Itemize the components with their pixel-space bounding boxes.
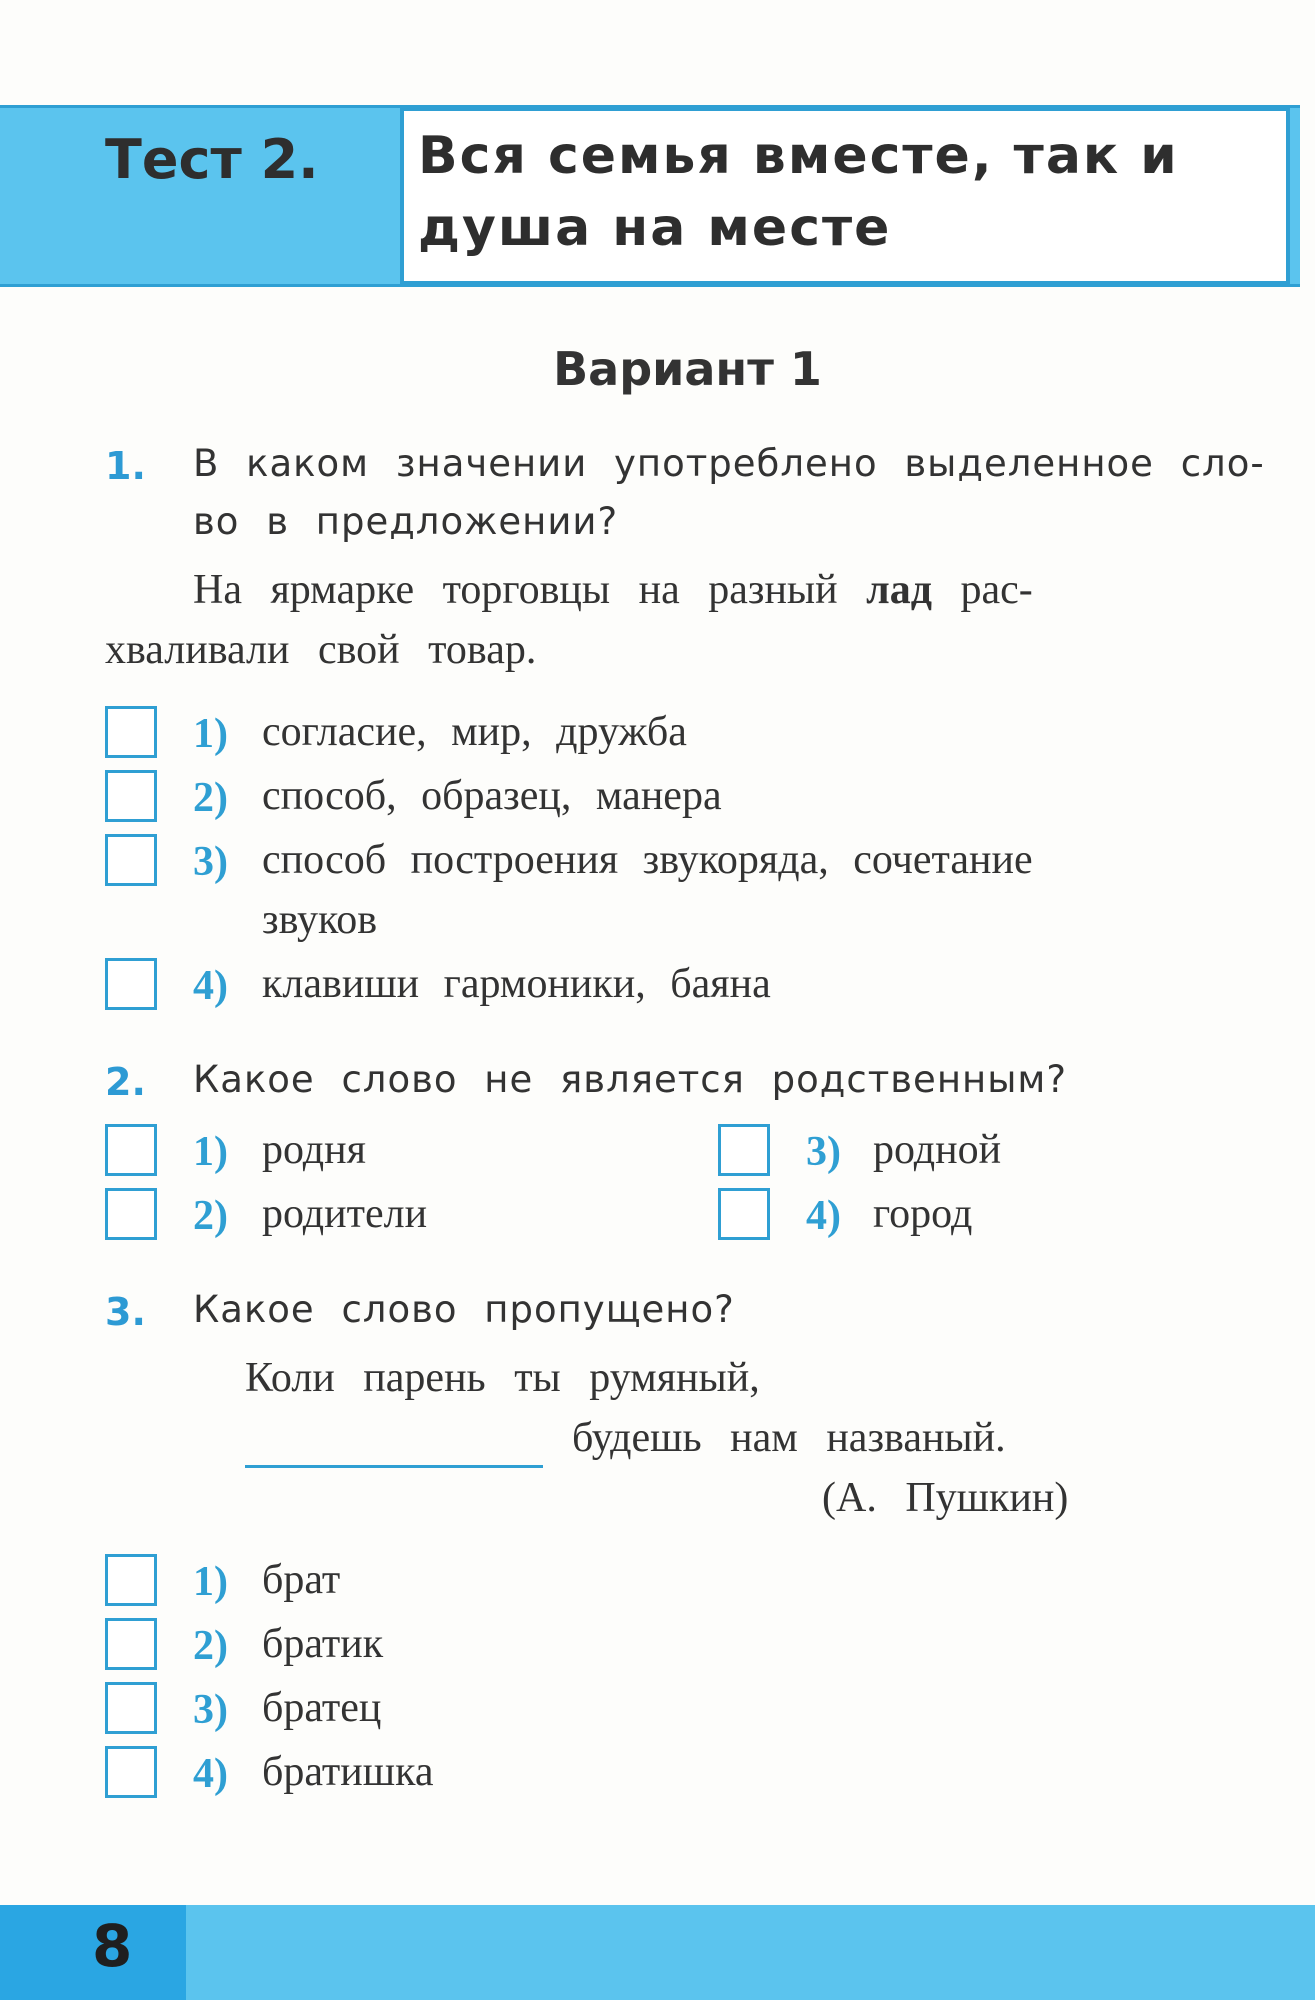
poem-line-2: будешь нам названый. [572,1415,1006,1461]
option-text: клавиши гармоники, баяна [262,961,771,1007]
answer-checkbox-q1-3[interactable] [105,834,157,886]
poem-author: (А. Пушкин) [822,1475,1069,1521]
answer-checkbox-q1-4[interactable] [105,958,157,1010]
option-text: способ, образец, манера [262,773,722,819]
blank-line [245,1465,543,1468]
option-number: 4) [193,1751,228,1797]
question-2-number: 2. [105,1060,146,1104]
sentence-part-pre: На ярмарке торговцы на разный [193,567,838,613]
poem-line-1: Коли парень ты румяный, [245,1355,760,1401]
option-text: братец [262,1685,382,1731]
option-text: родной [873,1127,1002,1173]
option-text: братишка [262,1749,434,1795]
sentence-part-post: рас- [960,567,1033,613]
question-1-number: 1. [105,444,146,488]
question-3-number: 3. [105,1290,146,1334]
option-number: 1) [193,1129,228,1175]
option-number: 2) [193,775,228,821]
option-text-continued: звуков [262,897,378,943]
option-number: 2) [193,1623,228,1669]
test-label: Тест 2. [105,128,319,191]
option-number: 1) [193,1559,228,1605]
answer-checkbox-q3-1[interactable] [105,1554,157,1606]
option-number: 4) [806,1193,841,1239]
answer-checkbox-q2-1[interactable] [105,1124,157,1176]
answer-checkbox-q3-2[interactable] [105,1618,157,1670]
highlighted-word: лад [866,567,932,613]
option-text: брат [262,1557,341,1603]
option-number: 1) [193,711,228,757]
option-text: родители [262,1191,428,1237]
option-number: 4) [193,963,228,1009]
option-text: родня [262,1127,366,1173]
answer-checkbox-q1-2[interactable] [105,770,157,822]
question-3-text: Какое слово пропущено? [193,1288,735,1331]
option-text: согласие, мир, дружба [262,709,687,755]
question-1-text-line-2: во в предложении? [193,500,619,543]
answer-checkbox-q2-4[interactable] [718,1188,770,1240]
option-number: 3) [193,839,228,885]
option-text: город [873,1191,973,1237]
option-text: способ построения звукоряда, сочетание [262,837,1033,883]
option-text: братик [262,1621,384,1667]
page-number: 8 [92,1912,133,1980]
answer-checkbox-q2-3[interactable] [718,1124,770,1176]
answer-checkbox-q3-4[interactable] [105,1746,157,1798]
question-1-text-line-1: В каком значении употреблено выделенное сло- [193,442,1265,485]
option-number: 2) [193,1193,228,1239]
answer-checkbox-q2-2[interactable] [105,1188,157,1240]
variant-title: Вариант 1 [553,342,822,396]
option-number: 3) [806,1129,841,1175]
question-1-sentence-line-2: хваливали свой товар. [105,627,537,673]
footer-band [0,1905,1315,2000]
answer-checkbox-q3-3[interactable] [105,1682,157,1734]
answer-checkbox-q1-1[interactable] [105,706,157,758]
question-2-text: Какое слово не является родственным? [193,1058,1067,1101]
option-number: 3) [193,1687,228,1733]
question-1-sentence-line-1 [193,566,1033,614]
title-line-2: душа на месте [418,198,892,258]
title-line-1: Вся семья вместе, так и [418,126,1179,186]
